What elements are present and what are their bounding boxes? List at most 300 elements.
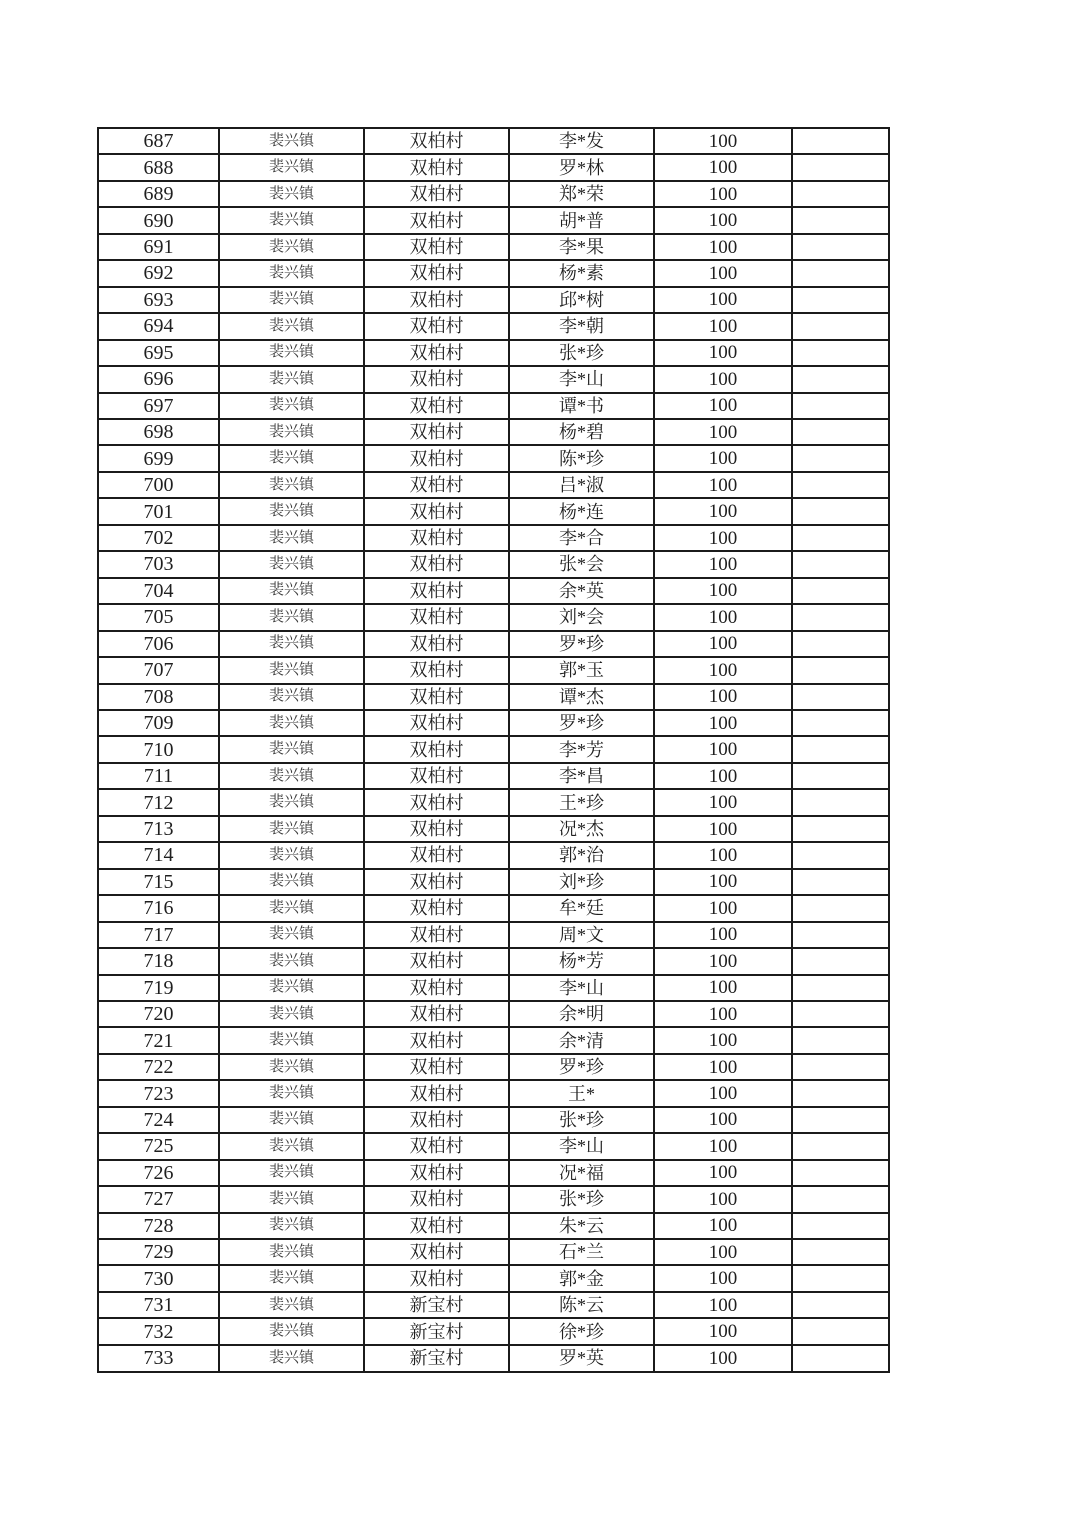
note-cell — [792, 1186, 889, 1212]
village-cell: 双柏村 — [364, 1080, 509, 1106]
row-number-cell: 696 — [98, 366, 219, 392]
person-name-cell: 李*果 — [509, 234, 654, 260]
person-name-cell: 罗*珍 — [509, 710, 654, 736]
note-cell — [792, 207, 889, 233]
row-number-cell: 725 — [98, 1133, 219, 1159]
note-cell — [792, 1318, 889, 1344]
note-cell — [792, 472, 889, 498]
town-cell: 裴兴镇 — [219, 313, 364, 339]
table-row — [98, 1318, 889, 1344]
row-number-cell: 694 — [98, 313, 219, 339]
person-name-cell: 杨*碧 — [509, 419, 654, 445]
person-name-cell: 谭*杰 — [509, 684, 654, 710]
table-row — [98, 1054, 889, 1080]
amount-cell: 100 — [654, 895, 792, 921]
note-cell — [792, 816, 889, 842]
village-cell: 双柏村 — [364, 631, 509, 657]
amount-cell: 100 — [654, 525, 792, 551]
amount-cell: 100 — [654, 1027, 792, 1053]
table-row — [98, 472, 889, 498]
village-cell: 双柏村 — [364, 684, 509, 710]
town-cell: 裴兴镇 — [219, 1107, 364, 1133]
row-number-cell: 691 — [98, 234, 219, 260]
town-cell: 裴兴镇 — [219, 128, 364, 154]
person-name-cell: 况*福 — [509, 1160, 654, 1186]
row-number-cell: 688 — [98, 154, 219, 180]
row-number-cell: 718 — [98, 948, 219, 974]
person-name-cell: 张*珍 — [509, 1186, 654, 1212]
town-cell: 裴兴镇 — [219, 393, 364, 419]
village-cell: 双柏村 — [364, 922, 509, 948]
person-name-cell: 余*英 — [509, 578, 654, 604]
village-cell: 新宝村 — [364, 1292, 509, 1318]
town-cell: 裴兴镇 — [219, 684, 364, 710]
village-cell: 双柏村 — [364, 445, 509, 471]
amount-cell: 100 — [654, 789, 792, 815]
note-cell — [792, 657, 889, 683]
amount-cell: 100 — [654, 340, 792, 366]
person-name-cell: 王* — [509, 1080, 654, 1106]
row-number-cell: 710 — [98, 736, 219, 762]
table-row — [98, 684, 889, 710]
person-name-cell: 罗*珍 — [509, 1054, 654, 1080]
table-row — [98, 1292, 889, 1318]
town-cell: 裴兴镇 — [219, 895, 364, 921]
village-cell: 双柏村 — [364, 710, 509, 736]
row-number-cell: 701 — [98, 498, 219, 524]
row-number-cell: 690 — [98, 207, 219, 233]
village-cell: 双柏村 — [364, 869, 509, 895]
town-cell: 裴兴镇 — [219, 604, 364, 630]
table-row — [98, 842, 889, 868]
village-cell: 双柏村 — [364, 1213, 509, 1239]
table-row — [98, 393, 889, 419]
amount-cell: 100 — [654, 710, 792, 736]
row-number-cell: 697 — [98, 393, 219, 419]
amount-cell: 100 — [654, 604, 792, 630]
amount-cell: 100 — [654, 445, 792, 471]
town-cell: 裴兴镇 — [219, 631, 364, 657]
town-cell: 裴兴镇 — [219, 498, 364, 524]
person-name-cell: 杨*连 — [509, 498, 654, 524]
amount-cell: 100 — [654, 1292, 792, 1318]
person-name-cell: 谭*书 — [509, 393, 654, 419]
village-cell: 双柏村 — [364, 498, 509, 524]
table-row — [98, 260, 889, 286]
note-cell — [792, 684, 889, 710]
table-row — [98, 1265, 889, 1291]
row-number-cell: 711 — [98, 763, 219, 789]
row-number-cell: 724 — [98, 1107, 219, 1133]
town-cell: 裴兴镇 — [219, 1186, 364, 1212]
note-cell — [792, 1345, 889, 1372]
person-name-cell: 李*发 — [509, 128, 654, 154]
note-cell — [792, 498, 889, 524]
village-cell: 双柏村 — [364, 472, 509, 498]
row-number-cell: 699 — [98, 445, 219, 471]
table-row — [98, 1080, 889, 1106]
row-number-cell: 721 — [98, 1027, 219, 1053]
village-cell: 双柏村 — [364, 154, 509, 180]
amount-cell: 100 — [654, 684, 792, 710]
note-cell — [792, 128, 889, 154]
amount-cell: 100 — [654, 578, 792, 604]
table-row — [98, 948, 889, 974]
town-cell: 裴兴镇 — [219, 551, 364, 577]
table-row — [98, 154, 889, 180]
row-number-cell: 730 — [98, 1265, 219, 1291]
table-row — [98, 578, 889, 604]
amount-cell: 100 — [654, 313, 792, 339]
table-row — [98, 366, 889, 392]
amount-cell: 100 — [654, 975, 792, 1001]
table-row — [98, 631, 889, 657]
amount-cell: 100 — [654, 154, 792, 180]
amount-cell: 100 — [654, 128, 792, 154]
person-name-cell: 吕*淑 — [509, 472, 654, 498]
row-number-cell: 705 — [98, 604, 219, 630]
person-name-cell: 刘*会 — [509, 604, 654, 630]
note-cell — [792, 763, 889, 789]
amount-cell: 100 — [654, 869, 792, 895]
person-name-cell: 周*文 — [509, 922, 654, 948]
row-number-cell: 717 — [98, 922, 219, 948]
amount-cell: 100 — [654, 736, 792, 762]
row-number-cell: 708 — [98, 684, 219, 710]
amount-cell: 100 — [654, 207, 792, 233]
row-number-cell: 698 — [98, 419, 219, 445]
village-cell: 双柏村 — [364, 1027, 509, 1053]
table-row — [98, 975, 889, 1001]
town-cell: 裴兴镇 — [219, 260, 364, 286]
table-row — [98, 710, 889, 736]
table-row — [98, 1186, 889, 1212]
town-cell: 裴兴镇 — [219, 472, 364, 498]
amount-cell: 100 — [654, 551, 792, 577]
note-cell — [792, 1292, 889, 1318]
row-number-cell: 692 — [98, 260, 219, 286]
town-cell: 裴兴镇 — [219, 287, 364, 313]
row-number-cell: 727 — [98, 1186, 219, 1212]
town-cell: 裴兴镇 — [219, 525, 364, 551]
amount-cell: 100 — [654, 1133, 792, 1159]
town-cell: 裴兴镇 — [219, 1001, 364, 1027]
note-cell — [792, 842, 889, 868]
table-row — [98, 181, 889, 207]
note-cell — [792, 922, 889, 948]
person-name-cell: 郭*金 — [509, 1265, 654, 1291]
row-number-cell: 732 — [98, 1318, 219, 1344]
amount-cell: 100 — [654, 763, 792, 789]
table-row — [98, 340, 889, 366]
row-number-cell: 726 — [98, 1160, 219, 1186]
amount-cell: 100 — [654, 1054, 792, 1080]
table-row — [98, 207, 889, 233]
row-number-cell: 703 — [98, 551, 219, 577]
town-cell: 裴兴镇 — [219, 1213, 364, 1239]
person-name-cell: 胡*普 — [509, 207, 654, 233]
table-row — [98, 498, 889, 524]
town-cell: 裴兴镇 — [219, 1054, 364, 1080]
village-cell: 双柏村 — [364, 181, 509, 207]
town-cell: 裴兴镇 — [219, 1133, 364, 1159]
row-number-cell: 716 — [98, 895, 219, 921]
note-cell — [792, 869, 889, 895]
village-cell: 双柏村 — [364, 419, 509, 445]
note-cell — [792, 260, 889, 286]
village-cell: 双柏村 — [364, 260, 509, 286]
town-cell: 裴兴镇 — [219, 340, 364, 366]
person-name-cell: 王*珍 — [509, 789, 654, 815]
person-name-cell: 李*昌 — [509, 763, 654, 789]
table-row — [98, 1345, 889, 1372]
person-name-cell: 陈*珍 — [509, 445, 654, 471]
village-cell: 新宝村 — [364, 1318, 509, 1344]
person-name-cell: 李*山 — [509, 1133, 654, 1159]
row-number-cell: 702 — [98, 525, 219, 551]
town-cell: 裴兴镇 — [219, 1027, 364, 1053]
amount-cell: 100 — [654, 393, 792, 419]
note-cell — [792, 1265, 889, 1291]
note-cell — [792, 525, 889, 551]
village-cell: 双柏村 — [364, 551, 509, 577]
table-row — [98, 604, 889, 630]
row-number-cell: 728 — [98, 1213, 219, 1239]
village-cell: 双柏村 — [364, 816, 509, 842]
row-number-cell: 719 — [98, 975, 219, 1001]
person-name-cell: 罗*林 — [509, 154, 654, 180]
amount-cell: 100 — [654, 1160, 792, 1186]
town-cell: 裴兴镇 — [219, 181, 364, 207]
note-cell — [792, 604, 889, 630]
note-cell — [792, 789, 889, 815]
person-name-cell: 朱*云 — [509, 1213, 654, 1239]
note-cell — [792, 154, 889, 180]
town-cell: 裴兴镇 — [219, 1292, 364, 1318]
person-name-cell: 李*朝 — [509, 313, 654, 339]
table-row — [98, 789, 889, 815]
person-name-cell: 况*杰 — [509, 816, 654, 842]
table-row — [98, 313, 889, 339]
note-cell — [792, 340, 889, 366]
amount-cell: 100 — [654, 1186, 792, 1212]
town-cell: 裴兴镇 — [219, 1265, 364, 1291]
village-cell: 双柏村 — [364, 1107, 509, 1133]
amount-cell: 100 — [654, 1213, 792, 1239]
town-cell: 裴兴镇 — [219, 578, 364, 604]
row-number-cell: 687 — [98, 128, 219, 154]
table-row — [98, 1213, 889, 1239]
table-row — [98, 1239, 889, 1265]
village-cell: 双柏村 — [364, 393, 509, 419]
town-cell: 裴兴镇 — [219, 763, 364, 789]
amount-cell: 100 — [654, 657, 792, 683]
table-row — [98, 128, 889, 154]
note-cell — [792, 1080, 889, 1106]
town-cell: 裴兴镇 — [219, 366, 364, 392]
amount-cell: 100 — [654, 366, 792, 392]
row-number-cell: 709 — [98, 710, 219, 736]
row-number-cell: 706 — [98, 631, 219, 657]
village-cell: 双柏村 — [364, 234, 509, 260]
person-name-cell: 张*珍 — [509, 1107, 654, 1133]
person-name-cell: 陈*云 — [509, 1292, 654, 1318]
amount-cell: 100 — [654, 1265, 792, 1291]
person-name-cell: 牟*廷 — [509, 895, 654, 921]
village-cell: 双柏村 — [364, 975, 509, 1001]
village-cell: 双柏村 — [364, 842, 509, 868]
town-cell: 裴兴镇 — [219, 948, 364, 974]
amount-cell: 100 — [654, 1318, 792, 1344]
amount-cell: 100 — [654, 472, 792, 498]
roster-table — [97, 127, 890, 1373]
row-number-cell: 707 — [98, 657, 219, 683]
note-cell — [792, 948, 889, 974]
note-cell — [792, 1027, 889, 1053]
amount-cell: 100 — [654, 948, 792, 974]
amount-cell: 100 — [654, 1001, 792, 1027]
person-name-cell: 郭*治 — [509, 842, 654, 868]
village-cell: 双柏村 — [364, 340, 509, 366]
note-cell — [792, 287, 889, 313]
village-cell: 双柏村 — [364, 578, 509, 604]
note-cell — [792, 736, 889, 762]
row-number-cell: 713 — [98, 816, 219, 842]
row-number-cell: 715 — [98, 869, 219, 895]
note-cell — [792, 1054, 889, 1080]
town-cell: 裴兴镇 — [219, 1080, 364, 1106]
note-cell — [792, 1239, 889, 1265]
town-cell: 裴兴镇 — [219, 1160, 364, 1186]
person-name-cell: 余*明 — [509, 1001, 654, 1027]
village-cell: 双柏村 — [364, 1001, 509, 1027]
village-cell: 双柏村 — [364, 763, 509, 789]
row-number-cell: 731 — [98, 1292, 219, 1318]
town-cell: 裴兴镇 — [219, 736, 364, 762]
table-row — [98, 551, 889, 577]
amount-cell: 100 — [654, 287, 792, 313]
row-number-cell: 689 — [98, 181, 219, 207]
amount-cell: 100 — [654, 419, 792, 445]
town-cell: 裴兴镇 — [219, 419, 364, 445]
person-name-cell: 张*会 — [509, 551, 654, 577]
person-name-cell: 李*芳 — [509, 736, 654, 762]
town-cell: 裴兴镇 — [219, 1318, 364, 1344]
village-cell: 双柏村 — [364, 657, 509, 683]
amount-cell: 100 — [654, 1239, 792, 1265]
town-cell: 裴兴镇 — [219, 1239, 364, 1265]
village-cell: 双柏村 — [364, 1239, 509, 1265]
row-number-cell: 693 — [98, 287, 219, 313]
person-name-cell: 刘*珍 — [509, 869, 654, 895]
note-cell — [792, 1001, 889, 1027]
village-cell: 双柏村 — [364, 948, 509, 974]
amount-cell: 100 — [654, 1345, 792, 1372]
town-cell: 裴兴镇 — [219, 842, 364, 868]
table-row — [98, 816, 889, 842]
note-cell — [792, 551, 889, 577]
note-cell — [792, 234, 889, 260]
town-cell: 裴兴镇 — [219, 975, 364, 1001]
note-cell — [792, 313, 889, 339]
table-row — [98, 763, 889, 789]
note-cell — [792, 445, 889, 471]
village-cell: 双柏村 — [364, 1133, 509, 1159]
amount-cell: 100 — [654, 1080, 792, 1106]
note-cell — [792, 366, 889, 392]
person-name-cell: 徐*珍 — [509, 1318, 654, 1344]
person-name-cell: 李*山 — [509, 366, 654, 392]
table-row — [98, 922, 889, 948]
town-cell: 裴兴镇 — [219, 710, 364, 736]
village-cell: 双柏村 — [364, 789, 509, 815]
town-cell: 裴兴镇 — [219, 207, 364, 233]
town-cell: 裴兴镇 — [219, 234, 364, 260]
person-name-cell: 罗*英 — [509, 1345, 654, 1372]
note-cell — [792, 393, 889, 419]
table-row — [98, 1107, 889, 1133]
town-cell: 裴兴镇 — [219, 154, 364, 180]
village-cell: 双柏村 — [364, 1265, 509, 1291]
amount-cell: 100 — [654, 234, 792, 260]
row-number-cell: 722 — [98, 1054, 219, 1080]
note-cell — [792, 1107, 889, 1133]
note-cell — [792, 181, 889, 207]
village-cell: 双柏村 — [364, 525, 509, 551]
person-name-cell: 杨*芳 — [509, 948, 654, 974]
village-cell: 双柏村 — [364, 128, 509, 154]
table-row — [98, 1160, 889, 1186]
town-cell: 裴兴镇 — [219, 445, 364, 471]
person-name-cell: 石*兰 — [509, 1239, 654, 1265]
person-name-cell: 张*珍 — [509, 340, 654, 366]
table-row — [98, 869, 889, 895]
note-cell — [792, 631, 889, 657]
row-number-cell: 712 — [98, 789, 219, 815]
village-cell: 双柏村 — [364, 736, 509, 762]
table-body — [98, 128, 889, 1372]
village-cell: 新宝村 — [364, 1345, 509, 1372]
person-name-cell: 郑*荣 — [509, 181, 654, 207]
note-cell — [792, 578, 889, 604]
village-cell: 双柏村 — [364, 895, 509, 921]
village-cell: 双柏村 — [364, 313, 509, 339]
table-row — [98, 287, 889, 313]
person-name-cell: 李*合 — [509, 525, 654, 551]
amount-cell: 100 — [654, 922, 792, 948]
note-cell — [792, 419, 889, 445]
note-cell — [792, 1133, 889, 1159]
table-row — [98, 736, 889, 762]
note-cell — [792, 1213, 889, 1239]
town-cell: 裴兴镇 — [219, 922, 364, 948]
note-cell — [792, 895, 889, 921]
amount-cell: 100 — [654, 816, 792, 842]
table-row — [98, 445, 889, 471]
row-number-cell: 733 — [98, 1345, 219, 1372]
person-name-cell: 李*山 — [509, 975, 654, 1001]
row-number-cell: 714 — [98, 842, 219, 868]
note-cell — [792, 975, 889, 1001]
row-number-cell: 729 — [98, 1239, 219, 1265]
amount-cell: 100 — [654, 631, 792, 657]
town-cell: 裴兴镇 — [219, 657, 364, 683]
table-row — [98, 234, 889, 260]
amount-cell: 100 — [654, 842, 792, 868]
town-cell: 裴兴镇 — [219, 816, 364, 842]
amount-cell: 100 — [654, 260, 792, 286]
table-row — [98, 1027, 889, 1053]
